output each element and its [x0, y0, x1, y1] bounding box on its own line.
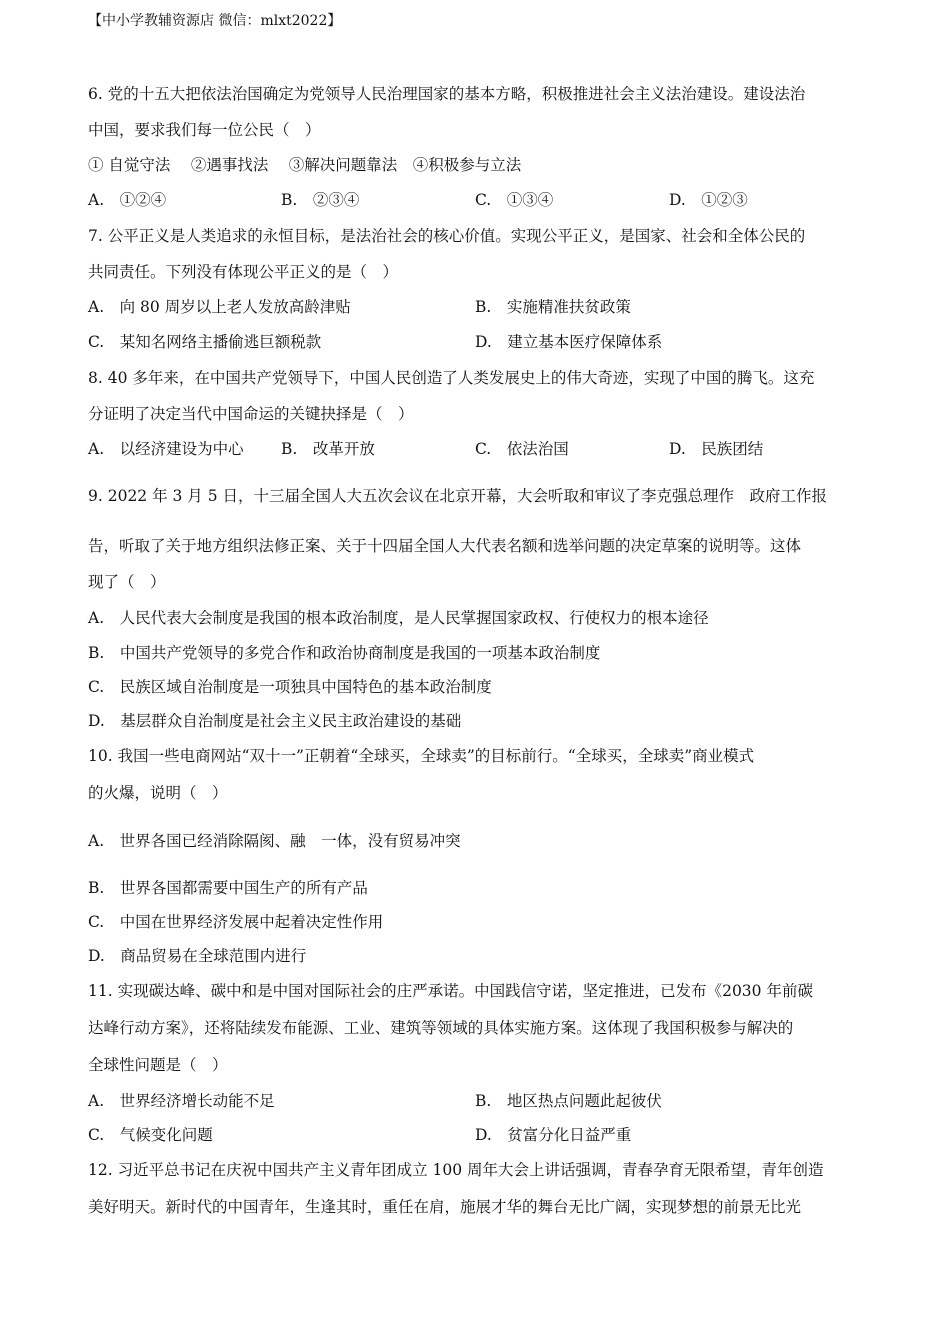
q9-option-c: C. 民族区域自治制度是一项独具中国特色的基本政治制度 — [88, 678, 492, 696]
q12-stem-line2: 美好明天。新时代的中国青年，生逢其时，重任在肩，施展才华的舞台无比广阔，实现梦想的前景无比光 — [88, 1198, 802, 1216]
q10-option-c: C. 中国在世界经济发展中起着决定性作用 — [88, 913, 384, 931]
q6-option-c: C. ①③④ — [475, 191, 554, 209]
q9-option-d: D. 基层群众自治制度是社会主义民主政治建设的基础 — [88, 712, 462, 730]
q7-option-d: D. 建立基本医疗保障体系 — [475, 333, 663, 351]
q10-option-a: A. 世界各国已经消除隔阂、融 一体，没有贸易冲突 — [88, 832, 461, 850]
q7-option-b: B. 实施精准扶贫政策 — [475, 298, 631, 316]
page-header: 【中小学教辅资源店 微信：mlxt2022】 — [88, 13, 342, 29]
q6-items: ① 自觉守法 ②遇事找法 ③解决问题靠法 ④积极参与立法 — [88, 156, 522, 174]
q6-option-b: B. ②③④ — [281, 191, 360, 209]
q11-option-b: B. 地区热点问题此起彼伏 — [475, 1092, 662, 1110]
q8-option-c: C. 依法治国 — [475, 440, 569, 458]
q9-stem-line2: 告，听取了关于地方组织法修正案、关于十四届全国人大代表名额和选举问题的决定草案的说明等。这体 — [88, 537, 802, 555]
q6-option-d: D. ①②③ — [669, 191, 748, 209]
q11-stem-line3: 全球性问题是（ ） — [88, 1056, 228, 1074]
q10-option-d: D. 商品贸易在全球范围内进行 — [88, 947, 307, 965]
q9-stem-line3: 现了（ ） — [88, 573, 166, 591]
q10-stem-line2: 的火爆，说明（ ） — [88, 784, 228, 802]
q8-option-b: B. 改革开放 — [281, 440, 375, 458]
q7-stem-line2: 共同责任。下列没有体现公平正义的是（ ） — [88, 263, 399, 281]
q8-stem-line1: 8. 40 多年来，在中国共产党领导下，中国人民创造了人类发展史上的伟大奇迹，实现了中国的腾飞。这充 — [88, 369, 815, 387]
q6-option-a: A. ①②④ — [88, 191, 167, 209]
q11-option-c: C. 气候变化问题 — [88, 1126, 213, 1144]
q8-option-d: D. 民族团结 — [669, 440, 764, 458]
q8-stem-line2: 分证明了决定当代中国命运的关键抉择是（ ） — [88, 405, 414, 423]
q7-option-c: C. 某知名网络主播偷逃巨额税款 — [88, 333, 322, 351]
q10-stem-line1: 10. 我国一些电商网站“双十一”正朝着“全球买，全球卖”的目标前行。“全球买，全球卖”商业模式 — [88, 747, 755, 765]
q6-stem-line1: 6. 党的十五大把依法治国确定为党领导人民治理国家的基本方略，积极推进社会主义法治建设。建设法治 — [88, 85, 806, 103]
q11-stem-line1: 11. 实现碳达峰、碳中和是中国对国际社会的庄严承诺。中国践信守诺，坚定推进，已发布《2030 年前碳 — [88, 982, 813, 1000]
q9-option-b: B. 中国共产党领导的多党合作和政治协商制度是我国的一项基本政治制度 — [88, 644, 601, 662]
q9-option-a: A. 人民代表大会制度是我国的根本政治制度，是人民掌握国家政权、行使权力的根本途径 — [88, 609, 709, 627]
q10-option-b: B. 世界各国都需要中国生产的所有产品 — [88, 879, 368, 897]
q11-stem-line2: 达峰行动方案》，还将陆续发布能源、工业、建筑等领域的具体实施方案。这体现了我国积极参与解决的 — [88, 1019, 794, 1037]
q7-stem-line1: 7. 公平正义是人类追求的永恒目标，是法治社会的核心价值。实现公平正义，是国家、社会和全体公民的 — [88, 227, 806, 245]
q11-option-a: A. 世界经济增长动能不足 — [88, 1092, 275, 1110]
q6-stem-line2: 中国，要求我们每一位公民（ ） — [88, 121, 321, 139]
q12-stem-line1: 12. 习近平总书记在庆祝中国共产主义青年团成立 100 周年大会上讲话强调，青春孕育无限希望，青年创造 — [88, 1161, 824, 1179]
q8-option-a: A. 以经济建设为中心 — [88, 440, 244, 458]
q9-stem-line1: 9. 2022 年 3 月 5 日，十三届全国人大五次会议在北京开幕，大会听取和审议了李克强总理作 政府工作报 — [88, 487, 828, 505]
q11-option-d: D. 贫富分化日益严重 — [475, 1126, 632, 1144]
q7-option-a: A. 向 80 周岁以上老人发放高龄津贴 — [88, 298, 351, 316]
